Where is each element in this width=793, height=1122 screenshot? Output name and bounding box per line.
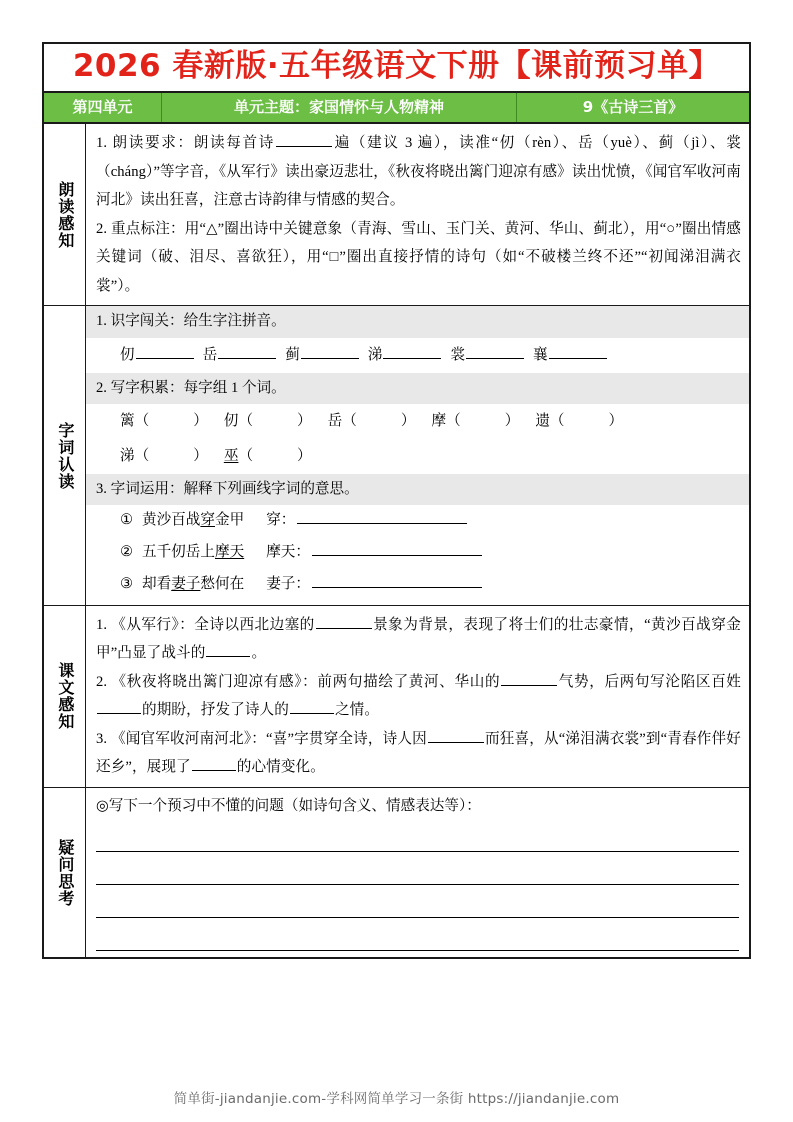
section-vocabulary	[44, 306, 749, 606]
comprehension-blank-1a[interactable]	[316, 615, 372, 629]
definition-sentence-2	[142, 538, 244, 568]
definition-number-2: ②	[120, 544, 134, 561]
comprehension-text-3b: 而狂喜，从“涕泪满衣裳”到“青春作伴好还乡”，展现了	[96, 730, 741, 776]
word-char-5: 涕	[120, 447, 135, 464]
vocab-pinyin-row	[86, 338, 749, 373]
definition-item-1	[86, 505, 749, 537]
definition-underlined-3: 妻子	[171, 576, 201, 593]
worksheet-sheet	[42, 42, 751, 959]
word-char-3: 摩	[431, 413, 447, 430]
word-char-6: 巫	[223, 447, 239, 464]
reading-times-blank[interactable]	[276, 134, 332, 148]
comprehension-blank-2c[interactable]	[290, 700, 334, 714]
section-label-reading	[44, 124, 86, 305]
comprehension-number-2: 2.	[96, 673, 108, 690]
comprehension-blank-1b[interactable]	[206, 644, 250, 658]
unit-lesson-cell: 9《古诗三首》	[582, 98, 684, 117]
unit-number-cell: 第四单元	[44, 93, 162, 122]
word-slot-0[interactable]: 篱（ ）	[120, 413, 208, 430]
section-label-text: 课文感知	[55, 662, 75, 731]
definition-post-1: 金甲	[215, 512, 245, 529]
comprehension-blank-2b[interactable]	[97, 700, 141, 714]
pinyin-blank-1[interactable]	[218, 345, 276, 359]
write-line[interactable]	[96, 918, 739, 951]
vocab-task3-heading: 3. 字词运用：解释下列画线字词的意思。	[86, 474, 749, 506]
definition-answer-blank-3[interactable]	[312, 574, 482, 588]
pinyin-char-3: 涕	[367, 346, 383, 363]
definition-key-1: 穿：	[266, 512, 296, 529]
page-footer: 简单街-jiandanjie.com-学科网简单学习一条街 https://jiandanjie.com	[173, 1091, 620, 1107]
word-slot-2[interactable]: 岳（ ）	[327, 413, 416, 430]
pinyin-blank-2[interactable]	[301, 345, 359, 359]
reading-item-1	[86, 124, 749, 214]
word-slot-6[interactable]: 巫（ ）	[223, 447, 312, 464]
reading-item-2	[86, 215, 749, 305]
definition-answer-blank-2[interactable]	[312, 542, 482, 556]
word-slot-5[interactable]: 涕（ ）	[120, 447, 208, 464]
definition-answer-blank-1[interactable]	[297, 510, 467, 524]
pinyin-char-2: 蓟	[285, 346, 300, 363]
question-prompt: ◎写下一个预习中不懂的问题（如诗句含义、情感表达等）：	[96, 797, 481, 814]
pinyin-blank-5[interactable]	[549, 345, 607, 359]
question-writing-area[interactable]	[86, 822, 749, 957]
pinyin-blank-4[interactable]	[466, 345, 524, 359]
reading-item-2-text: 重点标注：用“△”圈出诗中关键意象（青海、雪山、玉门关、黄河、华山、蓟北），用“○”圈出情感关键词（破、泪尽、喜欲狂），用“□”圈出直接抒情的诗句（如“不破楼兰终不还”“初闻涕泪满衣裳”）。	[96, 220, 741, 294]
pinyin-char-4: 裳	[450, 346, 466, 363]
definition-underlined-2: 摩天	[214, 544, 245, 561]
vocab-task2-heading: 2. 写字积累：每字组 1 个词。	[86, 373, 749, 405]
comprehension-number-3: 3.	[96, 730, 108, 747]
comprehension-blank-2a[interactable]	[501, 672, 557, 686]
comprehension-text-2d: 之情。	[334, 702, 380, 719]
unit-header-row	[44, 93, 749, 124]
definition-key-2: 摩天：	[266, 544, 310, 561]
definition-sentence-1	[142, 506, 244, 536]
definition-post-3: 愁何在	[200, 576, 245, 593]
definition-pre-3: 却看	[142, 576, 172, 593]
section-questions	[44, 788, 749, 958]
section-text-comprehension	[44, 606, 749, 788]
comprehension-text-1c: 。	[251, 645, 267, 662]
reading-item-1-text-a: 朗读要求：朗读每首诗	[112, 135, 276, 152]
comprehension-text-1a: 《从军行》：全诗以西北边塞的	[111, 616, 315, 633]
word-slot-4[interactable]: 遗（ ）	[535, 413, 624, 430]
reading-item-2-number: 2.	[96, 220, 108, 237]
definition-number-1: ①	[120, 512, 134, 529]
definition-pre-1: 黄沙百战	[142, 512, 201, 529]
comprehension-text-2c: 的期盼，抒发了诗人的	[142, 702, 289, 719]
page-title: 2026 春新版·五年级语文下册【课前预习单】	[72, 48, 721, 84]
unit-theme-cell: 单元主题：家国情怀与人物精神	[162, 93, 517, 122]
vocab-word-row-1	[86, 404, 749, 439]
section-label-text: 疑问思考	[55, 838, 75, 907]
comprehension-text-2a: 《秋夜将晓出篱门迎凉有感》：前两句描绘了黄河、华山的	[111, 673, 501, 690]
section-label-text: 朗读感知	[55, 180, 75, 249]
definition-item-3	[86, 569, 749, 605]
comprehension-blank-3b[interactable]	[192, 757, 236, 771]
vocab-word-row-2	[86, 439, 749, 474]
section-body-vocabulary	[86, 306, 749, 605]
definition-number-3: ③	[120, 576, 134, 593]
write-line[interactable]	[96, 852, 739, 885]
section-label-questions	[44, 788, 86, 958]
comprehension-text-3a: 《闻官军收河南河北》：“喜”字贯穿全诗，诗人因	[110, 730, 427, 747]
word-char-1: 仞	[223, 413, 239, 430]
word-char-2: 岳	[327, 413, 343, 430]
pinyin-blank-3[interactable]	[383, 345, 441, 359]
section-label-text: 字词认读	[55, 421, 75, 490]
pinyin-char-0: 仞	[120, 346, 135, 363]
pinyin-blank-0[interactable]	[136, 345, 194, 359]
section-label-vocabulary	[44, 306, 86, 605]
comprehension-item-1	[86, 606, 749, 668]
word-char-0: 篱	[120, 413, 135, 430]
comprehension-blank-3a[interactable]	[428, 729, 484, 743]
write-line[interactable]	[96, 822, 739, 852]
comprehension-text-1b: 景象为背景，表现了将士们的壮志豪情，“黄沙百战穿金甲”凸显了战斗的	[96, 616, 741, 662]
reading-item-1-number: 1.	[96, 135, 108, 152]
definition-underlined-1: 穿	[200, 512, 215, 529]
definition-item-2	[86, 537, 749, 569]
vocab-task1-heading: 1. 识字闯关：给生字注拼音。	[86, 306, 749, 338]
comprehension-item-3	[86, 725, 749, 787]
title-bar	[44, 44, 749, 93]
pinyin-char-1: 岳	[202, 346, 218, 363]
section-label-comprehension	[44, 606, 86, 787]
section-reading-perception	[44, 124, 749, 306]
section-body-questions	[86, 788, 749, 958]
word-slot-1[interactable]: 仞（ ）	[223, 413, 312, 430]
word-slot-3[interactable]: 摩（ ）	[431, 413, 520, 430]
comprehension-item-2	[86, 668, 749, 725]
word-char-4: 遗	[535, 413, 550, 430]
comprehension-number-1: 1.	[96, 616, 108, 633]
comprehension-text-3c: 的心情变化。	[236, 759, 325, 776]
section-body-comprehension	[86, 606, 749, 787]
section-body-reading	[86, 124, 749, 305]
definition-sentence-3	[142, 570, 244, 600]
comprehension-text-2b: 气势，后两句写沦陷区百姓	[558, 673, 741, 690]
pinyin-char-5: 襄	[533, 346, 548, 363]
definition-key-3: 妻子：	[266, 576, 310, 593]
definition-pre-2: 五千仞岳上	[142, 544, 215, 561]
reading-item-1-text-b: 遍（建议 3 遍），读准“仞（rèn）、岳（yuè）、蓟（jì）、裳（cháng）”等字音，《从军行》读出豪迈悲壮，《秋夜将晓出篱门迎凉有感》读出忧愤，《闻官军收河南河北》读出狂喜，注意古诗韵律与情感的契合。	[96, 135, 741, 209]
write-line[interactable]	[96, 885, 739, 918]
